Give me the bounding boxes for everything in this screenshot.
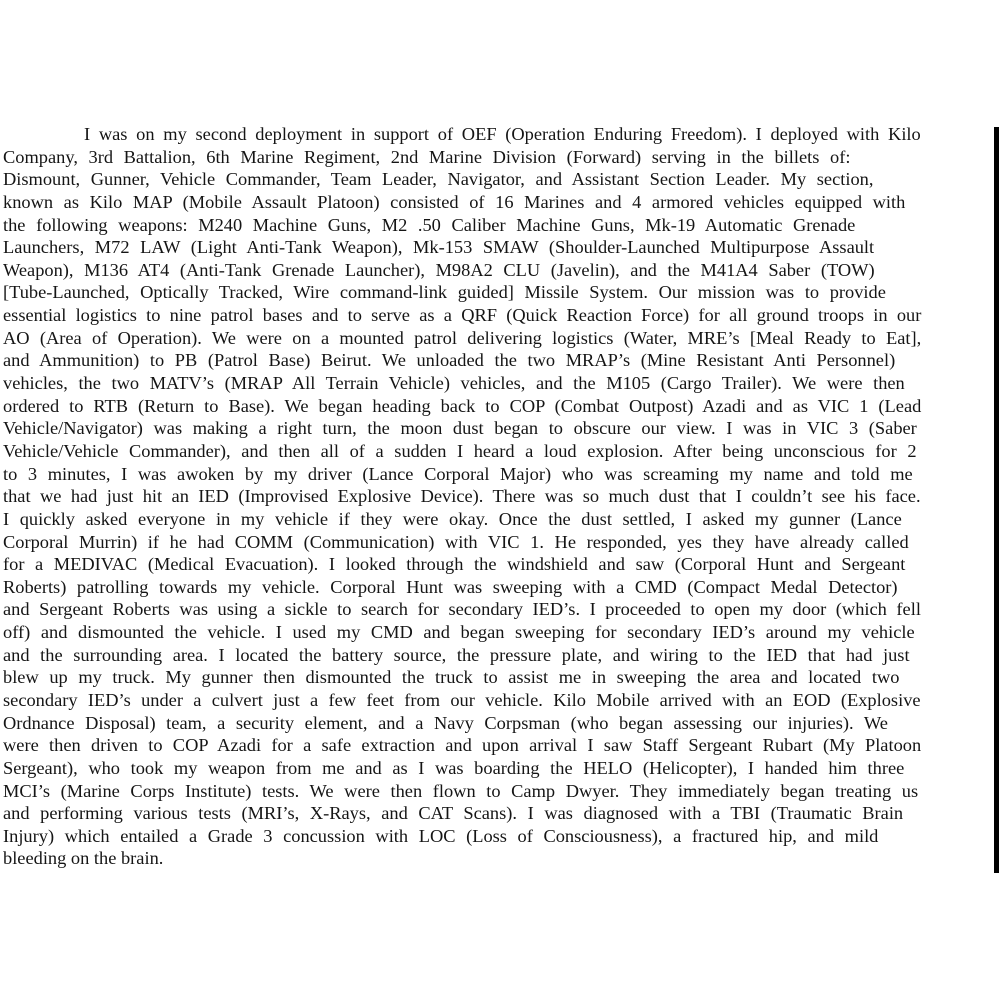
paragraph-line: that we had just hit an IED (Improvised Explosive Device). There was so much dust that I couldn’t see his face. xyxy=(3,486,921,507)
paragraph-line: and the surrounding area. I located the battery source, the pressure plate, and wiring to the IED that had just xyxy=(3,644,910,665)
paragraph-line: secondary IED’s under a culvert just a few feet from our vehicle. Kilo Mobile arrived with an EOD (Explosive xyxy=(3,690,921,710)
paragraph-line: for a MEDIVAC (Medical Evacuation). I looked through the windshield and saw (Corporal Hunt and Sergeant xyxy=(3,554,906,575)
paragraph-line: blew up my truck. My gunner then dismounted the truck to assist me in sweeping the area and located two xyxy=(3,667,900,688)
paragraph-line: Sergeant), who took my weapon from me and as I was boarding the HELO (Helicopter), I handed him three xyxy=(3,757,905,778)
paragraph-line: known as Kilo MAP (Mobile Assault Platoon) consisted of 16 Marines and 4 armored vehicles equipped with xyxy=(3,191,906,212)
paragraph-line: Vehicle/Vehicle Commander), and then all of a sudden I heard a loud explosion. After being unconscious for 2 xyxy=(3,440,917,461)
paragraph-line: and performing various tests (MRI’s, X-Rays, and CAT Scans). I was diagnosed with a TBI (Traumatic Brain xyxy=(3,803,904,824)
paragraph-line: vehicles, the two MATV’s (MRAP All Terrain Vehicle) vehicles, and the M105 (Cargo Trailer). We were then xyxy=(3,373,905,394)
paragraph-line: to 3 minutes, I was awoken by my driver (Lance Corporal Major) who was screaming my name and told me xyxy=(3,463,913,484)
paragraph-line: ordered to RTB (Return to Base). We began heading back to COP (Combat Outpost) Azadi and as VIC 1 (Lead xyxy=(3,395,922,416)
paragraph-line: Dismount, Gunner, Vehicle Commander, Team Leader, Navigator, and Assistant Section Leader. My section, xyxy=(3,169,874,190)
paragraph-first-line: I was on my second deployment in support of OEF (Operation Enduring Freedom). I deployed with Kilo xyxy=(84,124,921,144)
paragraph-line: and Ammunition) to PB (Patrol Base) Beirut. We unloaded the two MRAP’s (Mine Resistant Anti Personnel) xyxy=(3,350,896,371)
paragraph-line: the following weapons: M240 Machine Guns, M2 .50 Caliber Machine Guns, Mk-19 Automatic Grenade xyxy=(3,214,856,235)
paragraph-line: bleeding on the brain. xyxy=(3,848,164,869)
paragraph-line: were then driven to COP Azadi for a safe extraction and upon arrival I saw Staff Sergeant Rubart (My Platoon xyxy=(3,735,922,756)
paragraph-line: and Sergeant Roberts was using a sickle to search for secondary IED’s. I proceeded to open my door (which fell xyxy=(3,599,921,620)
paragraph-line: essential logistics to nine patrol bases and to serve as a QRF (Quick Reaction Force) for all ground troops in our xyxy=(3,305,922,326)
paragraph-line: Roberts) patrolling towards my vehicle. Corporal Hunt was sweeping with a CMD (Compact Medal Detector) xyxy=(3,576,898,597)
paragraph-line: Ordnance Disposal) team, a security element, and a Navy Corpsman (who began assessing our injuries). We xyxy=(3,712,888,733)
paragraph-line: I quickly asked everyone in my vehicle if they were okay. Once the dust settled, I asked my gunner (Lance xyxy=(3,508,902,529)
paragraph-line: off) and dismounted the vehicle. I used my CMD and began sweeping for secondary IED’s around my vehicle xyxy=(3,622,915,643)
paragraph-line: Corporal Murrin) if he had COMM (Communication) with VIC 1. He responded, yes they have already called xyxy=(3,531,909,552)
paragraph-line: Weapon), M136 AT4 (Anti-Tank Grenade Launcher), M98A2 CLU (Javelin), and the M41A4 Saber (TOW) xyxy=(3,259,875,280)
paragraph-line: Company, 3rd Battalion, 6th Marine Regiment, 2nd Marine Division (Forward) serving in the billets of: xyxy=(3,146,851,167)
paragraph-line: [Tube-Launched, Optically Tracked, Wire command-link guided] Missile System. Our mission was to provide xyxy=(3,282,886,303)
narrative-text-block xyxy=(0,123,1000,871)
paragraph-line: Launchers, M72 LAW (Light Anti-Tank Weapon), Mk-153 SMAW (Shoulder-Launched Multipurpose Assault xyxy=(3,237,875,258)
paragraph-line: AO (Area of Operation). We were on a mounted patrol delivering logistics (Water, MRE’s [Meal Ready to Eat], xyxy=(3,327,922,348)
paragraph-line: Injury) which entailed a Grade 3 concussion with LOC (Loss of Consciousness), a fractured hip, and mild xyxy=(3,825,879,846)
paragraph-line: Vehicle/Navigator) was making a right turn, the moon dust began to obscure our view. I was in VIC 3 (Saber xyxy=(3,418,917,439)
paragraph-line: MCI’s (Marine Corps Institute) tests. We were then flown to Camp Dwyer. They immediately began treating us xyxy=(3,780,919,801)
